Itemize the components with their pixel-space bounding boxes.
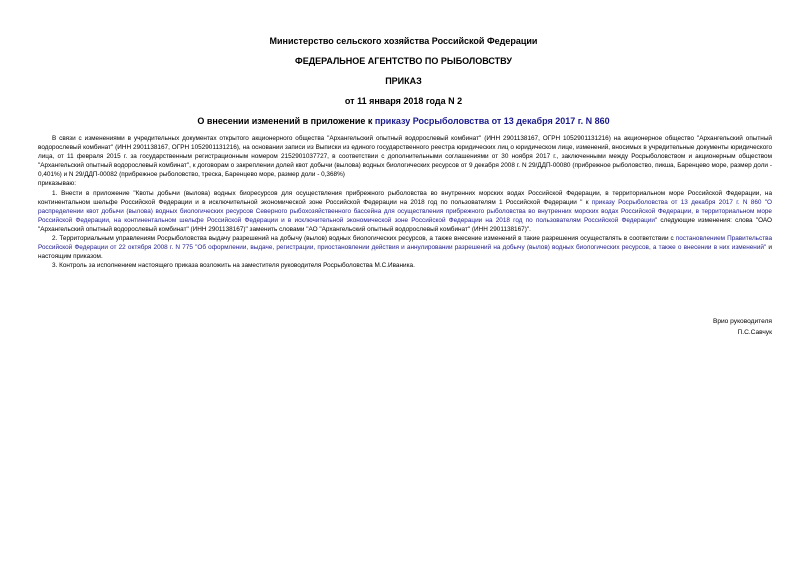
document-body bbox=[38, 134, 772, 270]
item-1-text-b: следующие изменения: слова "ОАО "Архангельский опытный водорослевый комбинат" (ИНН 2901138167)" заменить словами "АО "Архангельский опытный водорослевый комбинат" (ИНН 2901138167)". bbox=[38, 216, 772, 233]
item-3-paragraph: 3. Контроль за исполнением настоящего приказа возложить на заместителя руководителя Росрыболовства М.С.Иваника. bbox=[52, 262, 415, 270]
item-2-paragraph bbox=[38, 234, 772, 261]
item-2-text-a: 2. Территориальным управлениям Росрыболовства выдачу разрешений на добычу (вылов) водных биологических ресурсов, а также внесение изменений в такие разрешения осуществлять в соответствии с bbox=[52, 235, 676, 243]
doc-type-heading: ПРИКАЗ bbox=[385, 76, 422, 86]
agency-heading: ФЕДЕРАЛЬНОЕ АГЕНТСТВО ПО РЫБОЛОВСТВУ bbox=[295, 56, 512, 66]
signature-name: П.С.Савчук bbox=[737, 329, 772, 336]
document-title bbox=[0, 116, 807, 127]
item-2-text-b: и настоящим приказом. bbox=[38, 244, 772, 261]
order-word: приказываю: bbox=[38, 180, 76, 188]
signature-position: Врио руководителя bbox=[712, 318, 772, 325]
ministry-heading: Министерство сельского хозяйства Российской Федерации bbox=[269, 36, 538, 46]
date-number-heading: от 11 января 2018 года N 2 bbox=[344, 96, 463, 106]
title-link-order-860[interactable]: приказу Росрыболовства от 13 декабря 2017 г. N 860 bbox=[374, 116, 610, 126]
item-1-text-a: 1. Внести в приложение "Квоты добычи (вылова) водных биоресурсов для осуществления прибрежного рыболовства во внутренних морских водах Российской Федерации, в территориальном море Российской Федерации, на континентальном шельфе Российской Федерации и в исключительной экономической зоне Российской Федерации на 2018 год по пользователям 1 Российской Федерации " к bbox=[38, 189, 772, 206]
item-2-link-resolution-775[interactable]: постановлением Правительства Российской Федерации от 22 октября 2008 г. N 775 "Об оформлении, выдаче, регистрации, приостановлении действия и аннулировании разрешений на добычу (вылов) водных биологических ресурсов, а также о внесении в них изменений" bbox=[38, 235, 773, 252]
item-1-paragraph bbox=[38, 189, 772, 234]
preamble-paragraph: В связи с изменениями в учредительных документах открытого акционерного общества "Архангельский опытный водорослевый комбинат" (ИНН 2901138167, ОГРН 1052901131216) на акционерное общество "Архангельский опытный водорослевый комбинат" (ИНН 2901138167, ОГРН 1052901131216), на основании записи из Выписки из единого государственного реестра юридических лиц о юридическом лице, изменений, вносимых в учредительные документы юридического лица, от 11 февраля 2015 г. за государственным регистрационным номером 2152901037727, в соответствии с дополнительными соглашениями от 30 ноября 2017 г., заключенными между Росрыболовством и акционерным обществом "Архангельский опытный водорослевый комбинат", к договорам о закреплении долей квот добычи (вылова) водных биологических ресурсов от 9 декабря 2008 г. N 29/ДДП-00080 (прибрежное рыболовство, пикша, Баренцево море, размер доли - 0,401%) и N 29/ДДП-00082 (прибрежное рыболовство, треска, Баренцево море, размер доли - 0,368%) bbox=[38, 135, 772, 179]
title-prefix: О внесении изменений в приложение к bbox=[197, 116, 375, 126]
item-1-link-order-860[interactable]: приказу Росрыболовства от 13 декабря 2017 г. N 860 "О распределении квот добычи (вылова) водных биологических ресурсов Северного рыбохозяйственного бассейна для осуществления прибрежного рыболовства во внутренних морских водах Российской Федерации, в территориальном море Российской Федерации, на континентальном шельфе Российской Федерации и в исключительной экономической зоне Российской Федерации на 2018 год по пользователям Российской Федерации" bbox=[38, 198, 772, 224]
